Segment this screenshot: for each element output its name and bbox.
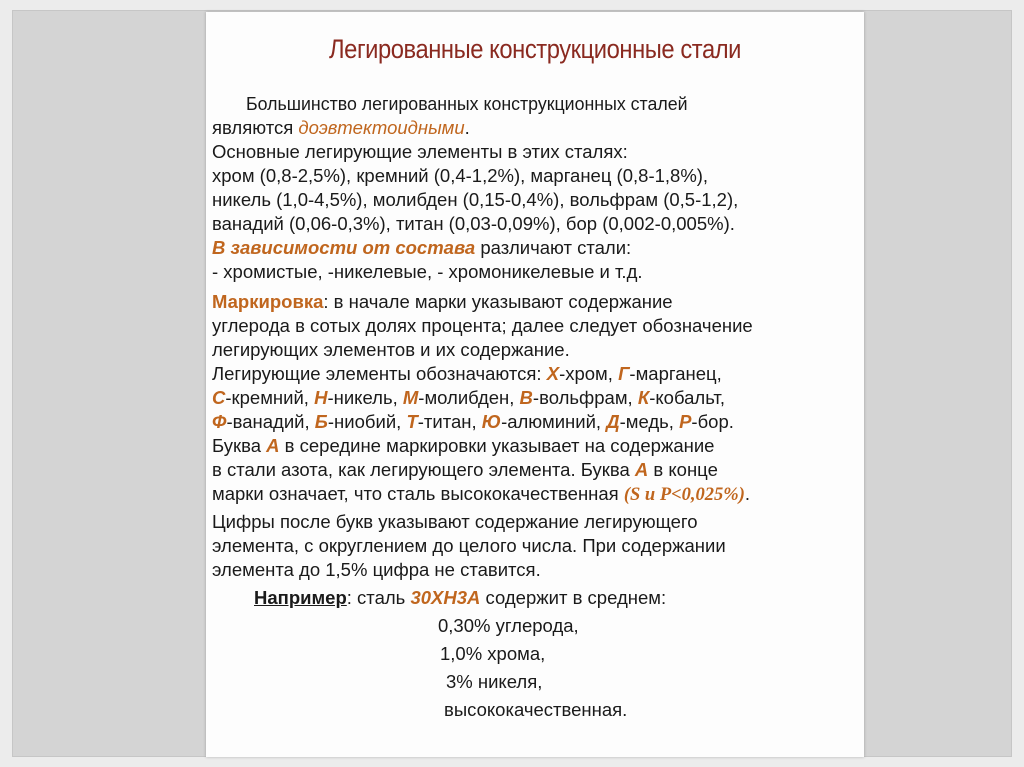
example-item-quality-text: высококачественная. — [444, 699, 628, 720]
text-line-18 — [212, 510, 698, 534]
text-line-7 — [212, 236, 631, 260]
letter-s: С — [212, 387, 226, 408]
text-line-17 — [212, 482, 750, 507]
label-cobalt: -кобальт, — [649, 387, 725, 408]
example-item-quality — [444, 698, 627, 722]
text-line-15-end: в середине маркировки указывает на содержание — [279, 435, 715, 456]
label-manganese: -марганец, — [629, 363, 722, 384]
text-line-13 — [212, 386, 725, 410]
text-line-5-text: никель (1,0-4,5%), молибден (0,15-0,4%), вольфрам (0,5-1,2), — [212, 189, 739, 210]
highlight-marking: Маркировка — [212, 291, 324, 312]
text-line-2 — [212, 116, 470, 140]
text-line-8 — [212, 260, 643, 284]
example-item-chrome — [440, 642, 545, 666]
text-line-20 — [212, 558, 541, 582]
example-item-nickel-text: 3% никеля, — [446, 671, 543, 692]
letter-n: Н — [314, 387, 328, 408]
text-line-9-end: : в начале марки указывают содержание — [323, 291, 673, 312]
letter-b: Б — [314, 411, 328, 432]
letter-k: К — [637, 387, 650, 408]
slide — [206, 12, 864, 757]
label-niobium: -ниобий, — [327, 411, 407, 432]
text-line-19-text: элемента, с округлением до целого числа. При содержании — [212, 535, 726, 556]
text-line-18-text: Цифры после букв указывают содержание легирующего — [212, 511, 698, 532]
label-chrome: -хром, — [559, 363, 619, 384]
letter-g: Г — [618, 363, 630, 384]
letter-d: Д — [606, 411, 620, 432]
text-line-1 — [246, 92, 688, 116]
text-line-16-start: в стали азота, как легирующего элемента. Буква — [212, 459, 635, 480]
label-aluminium: -алюминий, — [501, 411, 607, 432]
text-line-12 — [212, 362, 722, 386]
label-vanadium: -ванадий, — [226, 411, 315, 432]
text-line-11-text: легирующих элементов и их содержание. — [212, 339, 570, 360]
text-line-10-text: углерода в сотых долях процента; далее следует обозначение — [212, 315, 753, 336]
steel-grade: 30ХН3А — [410, 587, 481, 608]
example-item-nickel — [446, 670, 542, 694]
text-line-14 — [212, 410, 734, 434]
text-line-16 — [212, 458, 718, 482]
text-line-20-text: элемента до 1,5% цифра не ставится. — [212, 559, 541, 580]
text-line-19 — [212, 534, 726, 558]
text-line-16-end: в конце — [648, 459, 718, 480]
highlight-composition: В зависимости от состава — [212, 237, 476, 258]
text-line-21-end: содержит в среднем: — [480, 587, 667, 608]
text-line-1-text: Большинство легированных конструкционных сталей — [246, 93, 688, 114]
letter-v: В — [519, 387, 533, 408]
example-item-carbon-text: 0,30% углерода, — [438, 615, 579, 636]
text-line-17-start: марки означает, что сталь высококачественная — [212, 483, 624, 504]
label-boron: -бор. — [691, 411, 734, 432]
text-line-9 — [212, 290, 673, 314]
text-line-5 — [212, 188, 738, 212]
text-line-12-start: Легирующие элементы обозначаются: — [212, 363, 547, 384]
text-line-3 — [212, 140, 628, 164]
text-line-4-text: хром (0,8-2,5%), кремний (0,4-1,2%), марганец (0,8-1,8%), — [212, 165, 709, 186]
letter-t: Т — [406, 411, 418, 432]
text-line-3-text: Основные легирующие элементы в этих сталях: — [212, 141, 628, 162]
text-line-11 — [212, 338, 570, 362]
example-item-carbon — [438, 614, 579, 638]
letter-a-middle: А — [266, 435, 280, 456]
text-line-2-end: . — [464, 117, 470, 138]
letter-f: Ф — [212, 411, 227, 432]
label-silicon: -кремний, — [225, 387, 315, 408]
highlight-s-p-content: (S и P<0,025%) — [623, 485, 745, 505]
text-line-15-start: Буква — [212, 435, 267, 456]
letter-m: М — [402, 387, 419, 408]
slide-title: Легированные конструкционные стали — [329, 34, 741, 64]
label-copper: -медь, — [619, 411, 680, 432]
text-line-8-text: - хромистые, -никелевые, - хромоникелевые и т.д. — [212, 261, 643, 282]
text-line-10 — [212, 314, 753, 338]
text-line-21 — [254, 586, 666, 610]
text-line-2-start: являются — [212, 117, 299, 138]
text-line-7-end: различают стали: — [475, 237, 632, 258]
text-line-21-mid: : сталь — [346, 587, 411, 608]
letter-a-end: А — [634, 459, 649, 480]
label-nickel: -никель, — [327, 387, 403, 408]
label-tungsten: -вольфрам, — [532, 387, 638, 408]
example-item-chrome-text: 1,0% хрома, — [440, 643, 546, 664]
text-line-6 — [212, 212, 735, 236]
label-titanium: -титан, — [417, 411, 482, 432]
example-label: Например — [254, 587, 347, 608]
label-molybdenum: -молибден, — [418, 387, 520, 408]
highlight-hypoeutectoid: доэвтектоидными — [298, 117, 465, 138]
text-line-6-text: ванадий (0,06-0,3%), титан (0,03-0,09%), бор (0,002-0,005%). — [212, 213, 735, 234]
letter-r: Р — [679, 411, 692, 432]
text-line-15 — [212, 434, 714, 458]
letter-x: Х — [546, 363, 560, 384]
letter-yu: Ю — [481, 411, 502, 432]
text-line-17-end: . — [744, 483, 750, 504]
text-line-4 — [212, 164, 708, 188]
